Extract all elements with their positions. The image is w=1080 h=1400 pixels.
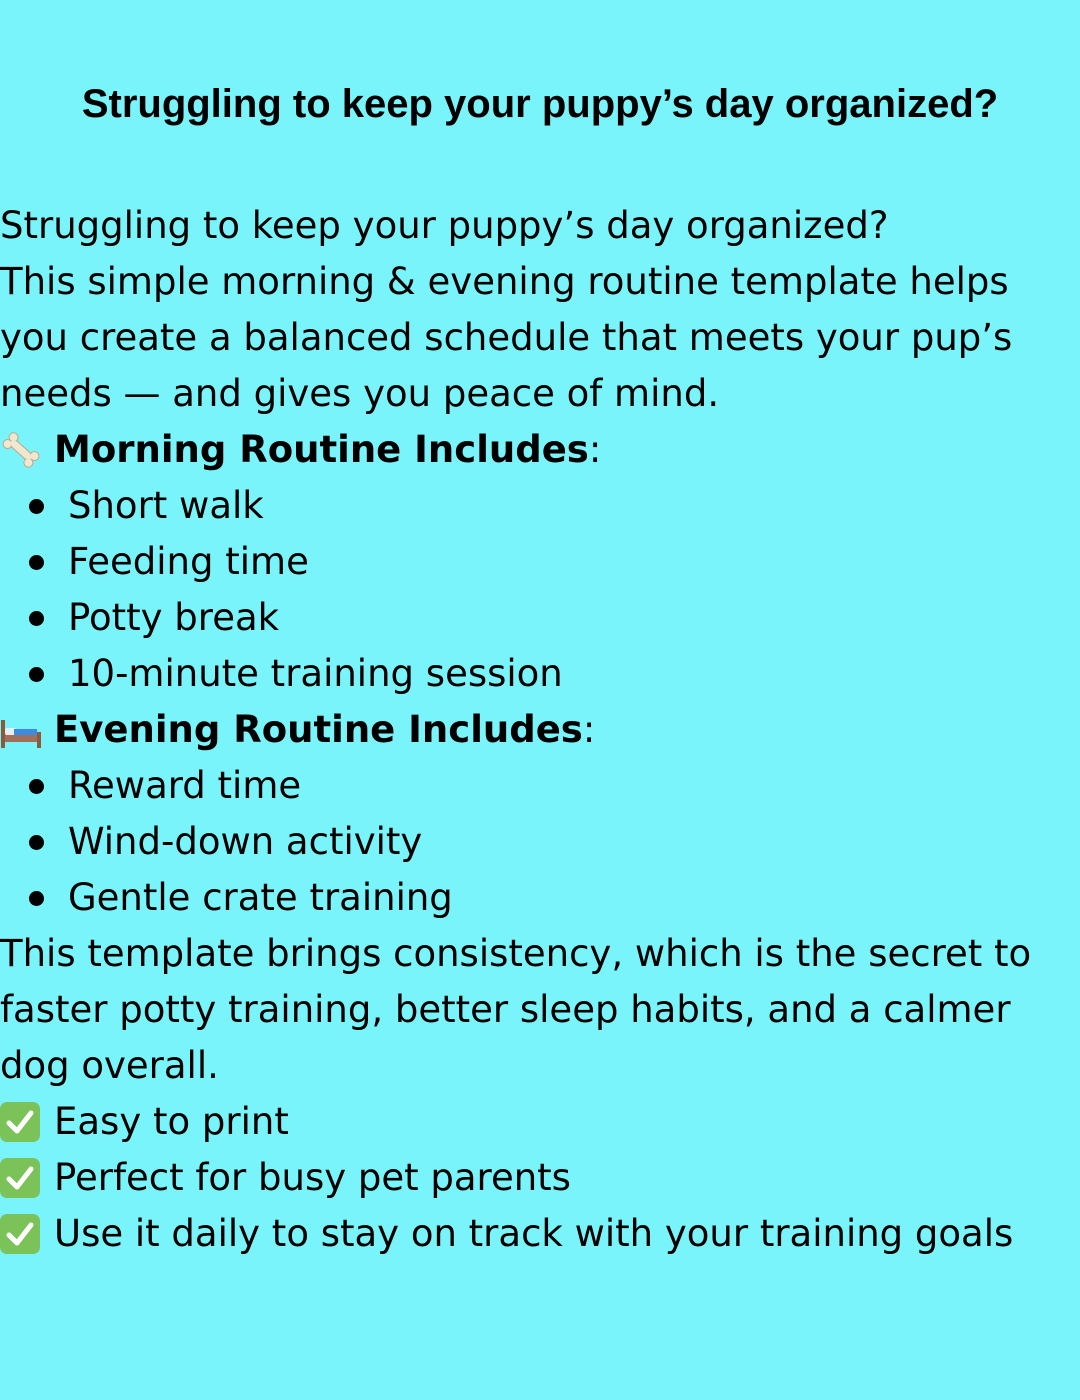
evening-list bbox=[0, 758, 1080, 926]
intro-line: you create a balanced schedule that meets your pup’s bbox=[0, 316, 1013, 359]
morning-heading bbox=[0, 422, 1080, 478]
closing-line: faster potty training, better sleep habits, and a calmer bbox=[0, 988, 1011, 1031]
list-item-text: Potty break bbox=[68, 596, 280, 639]
bed-icon bbox=[0, 710, 42, 750]
list-item bbox=[0, 590, 1080, 646]
morning-list bbox=[0, 478, 1080, 702]
intro-line: needs — and gives you peace of mind. bbox=[0, 372, 720, 415]
benefit-item bbox=[0, 1206, 1080, 1262]
intro-line: This simple morning & evening routine template helps bbox=[0, 260, 1009, 303]
intro-line: Struggling to keep your puppy’s day organized? bbox=[0, 204, 889, 247]
list-item-text: Reward time bbox=[68, 764, 302, 807]
list-item bbox=[0, 758, 1080, 814]
benefit-item bbox=[0, 1094, 1080, 1150]
bullet-icon bbox=[29, 499, 44, 514]
list-item bbox=[0, 646, 1080, 702]
check-mark-button-icon bbox=[0, 1158, 40, 1198]
evening-heading bbox=[0, 702, 1080, 758]
bullet-icon bbox=[29, 779, 44, 794]
evening-heading-colon: : bbox=[582, 708, 596, 751]
list-item bbox=[0, 478, 1080, 534]
list-item bbox=[0, 814, 1080, 870]
page-title: Struggling to keep your puppy’s day organized? bbox=[81, 82, 999, 126]
bullet-icon bbox=[29, 835, 44, 850]
list-item bbox=[0, 534, 1080, 590]
list-item-text: 10-minute training session bbox=[68, 652, 563, 695]
list-item-text: Short walk bbox=[68, 484, 264, 527]
list-item-text: Gentle crate training bbox=[68, 876, 453, 919]
closing-line: This template brings consistency, which is the secret to bbox=[0, 932, 1032, 975]
bullet-icon bbox=[29, 667, 44, 682]
bone-icon bbox=[0, 430, 42, 470]
benefit-text: Use it daily to stay on track with your training goals bbox=[54, 1212, 1014, 1255]
benefit-item bbox=[0, 1150, 1080, 1206]
list-item bbox=[0, 870, 1080, 926]
evening-heading-text: Evening Routine Includes bbox=[54, 708, 583, 751]
closing-line: dog overall. bbox=[0, 1044, 219, 1087]
morning-heading-colon: : bbox=[588, 428, 602, 471]
list-item-text: Wind-down activity bbox=[68, 820, 423, 863]
bullet-icon bbox=[29, 611, 44, 626]
benefit-text: Perfect for busy pet parents bbox=[54, 1156, 571, 1199]
bullet-icon bbox=[29, 891, 44, 906]
morning-heading-text: Morning Routine Includes bbox=[54, 428, 589, 471]
description-body bbox=[0, 198, 1080, 1262]
list-item-text: Feeding time bbox=[68, 540, 309, 583]
benefit-text: Easy to print bbox=[54, 1100, 289, 1143]
bullet-icon bbox=[29, 555, 44, 570]
check-mark-button-icon bbox=[0, 1102, 40, 1142]
check-mark-button-icon bbox=[0, 1214, 40, 1254]
